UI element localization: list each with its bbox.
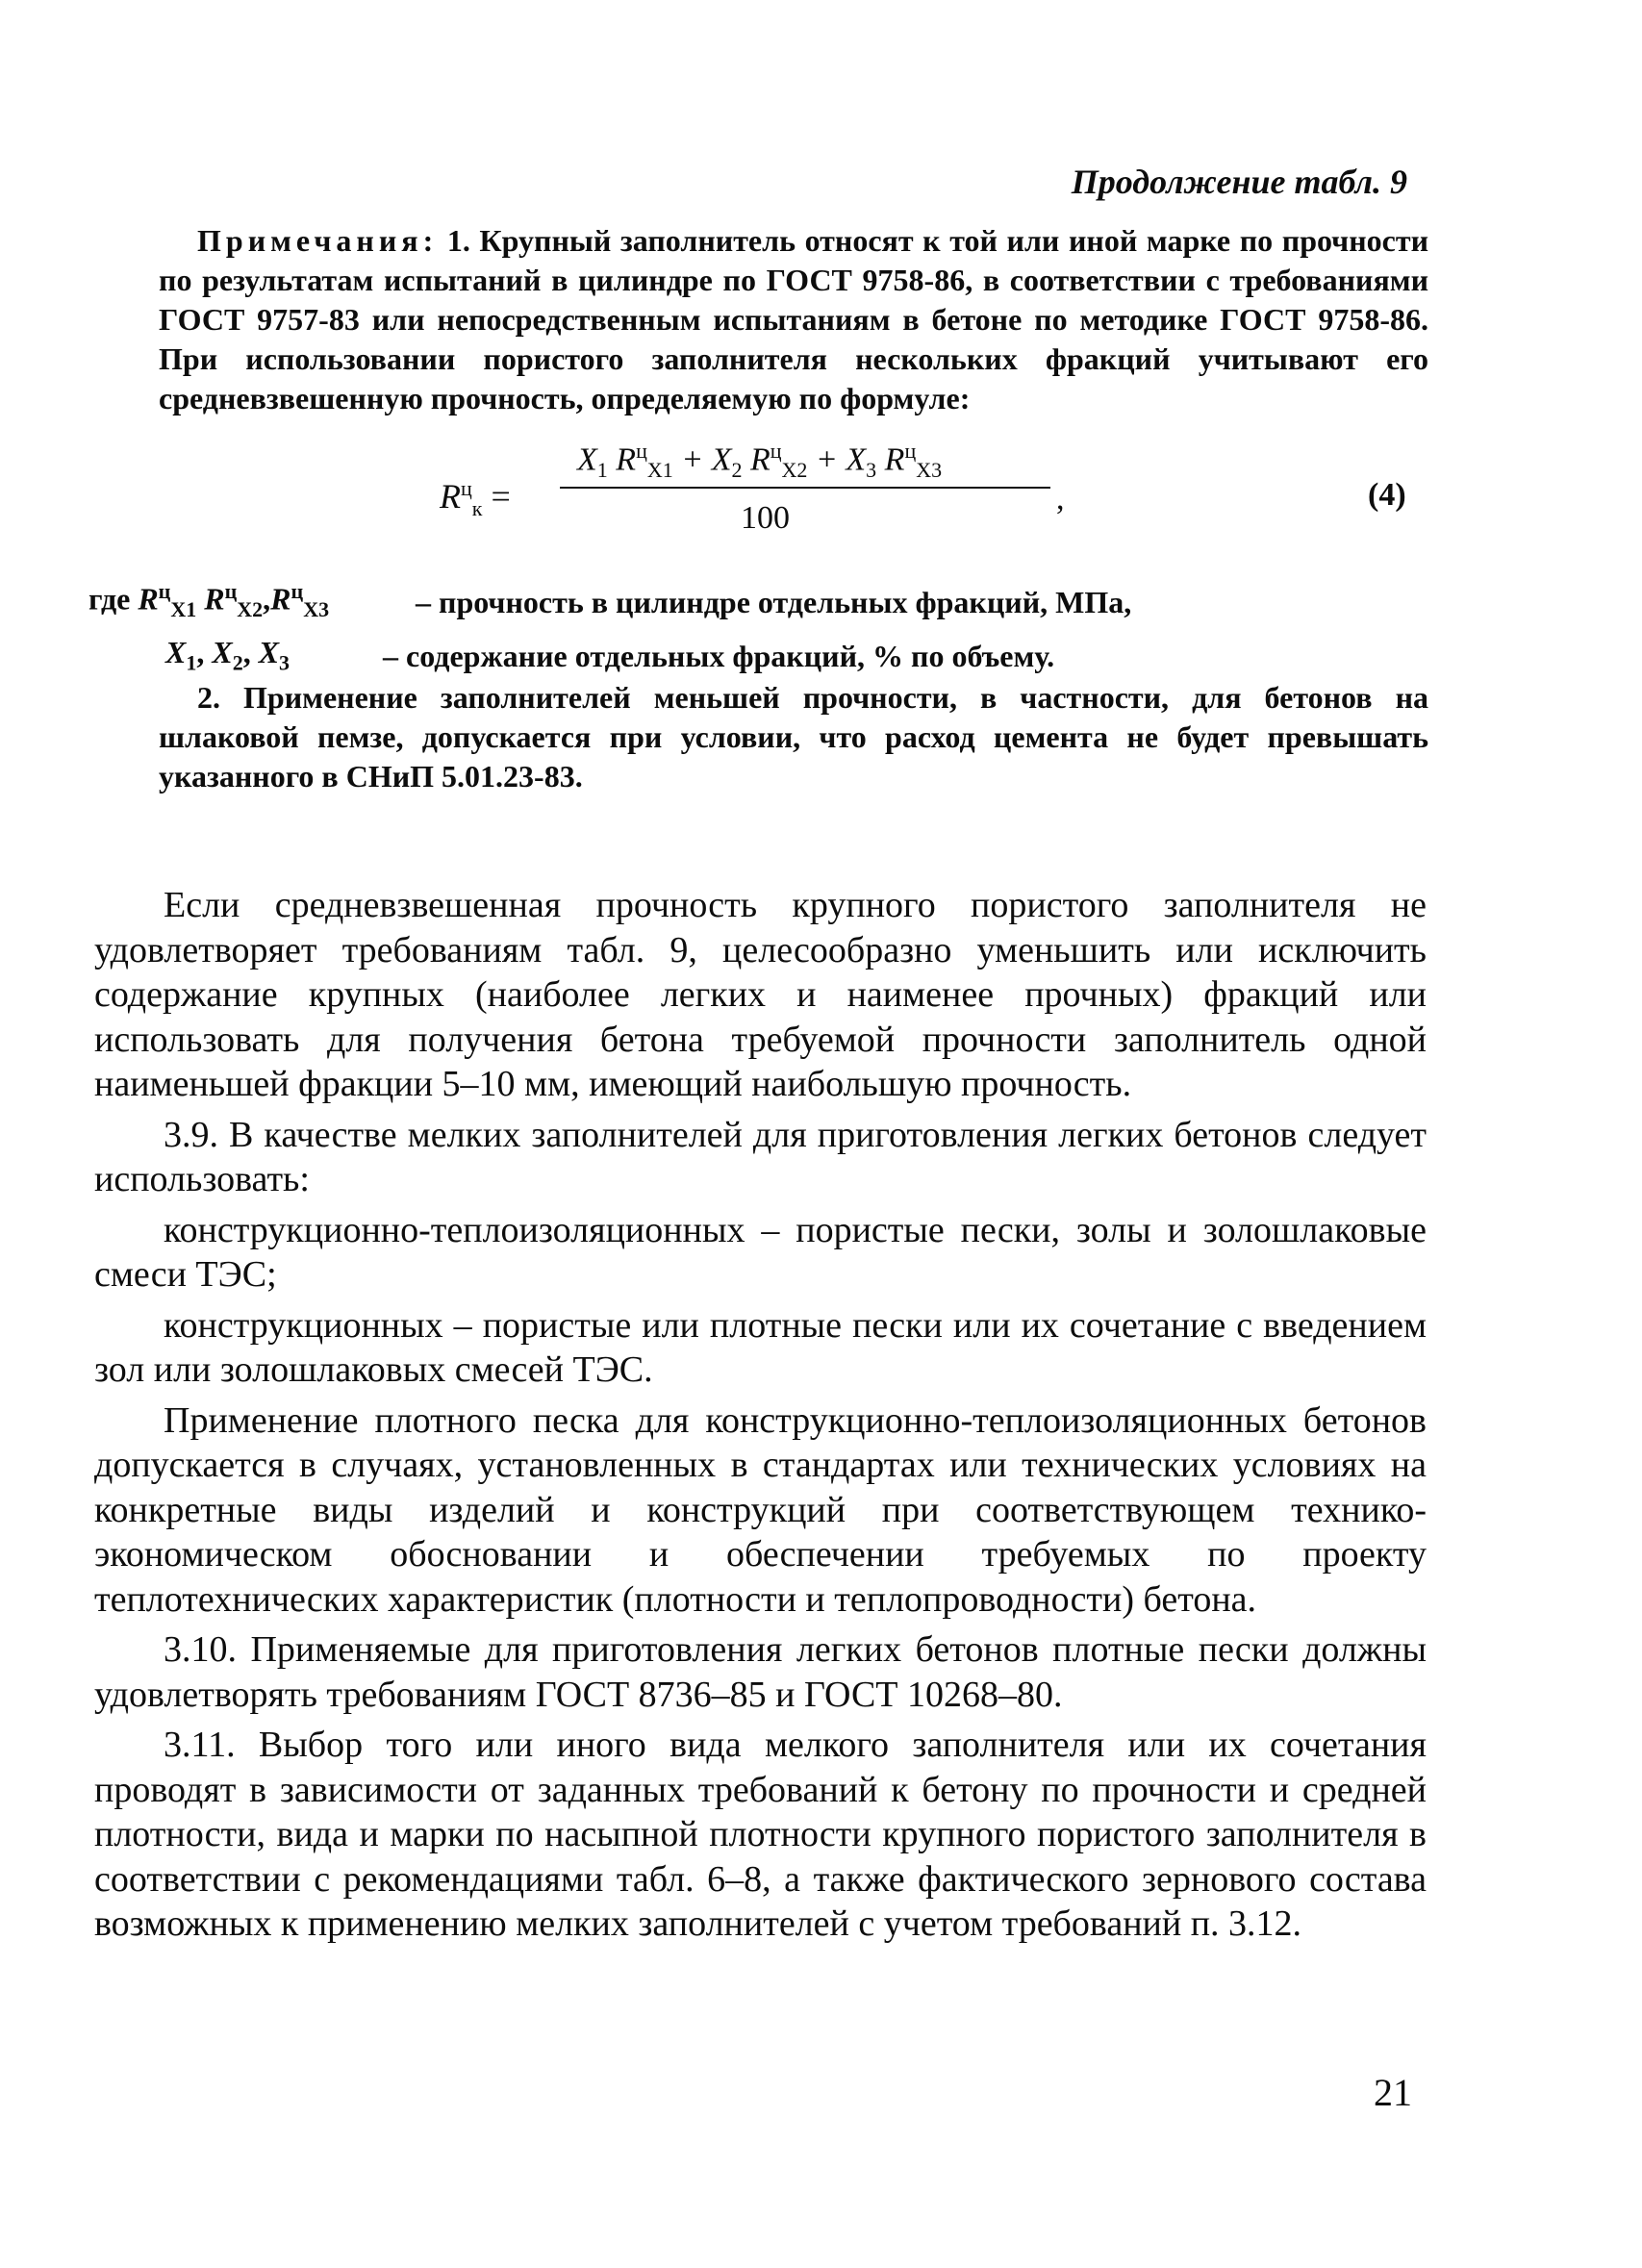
- paragraph: Применение плотного песка для конструкционно-теплоизоляционных бетонов допускается в случаях, установленных в стандартах или технических условиях на конкретные виды изделий и конструкций при соответствующем технико-экономическом обосновании и обеспечении требуемых по проекту теплотехнических характеристик (плотности и теплопроводности) бетона.: [94, 1399, 1427, 1620]
- paragraph: 3.10. Применяемые для приготовления легких бетонов плотные пески должны удовлетворять требованиям ГОСТ 8736–85 и ГОСТ 10268–80.: [94, 1629, 1427, 1715]
- formula-comma: ,: [1056, 481, 1065, 517]
- equation-number: (4): [1368, 477, 1406, 513]
- definition-x: $X_1$, $X_2$, $X_3$: [165, 635, 291, 675]
- note-1: [159, 221, 1428, 418]
- note-2: 2. Применение заполнителей меньшей прочности, в частности, для бетонов на шлаковой пемзе, допускается при условии, что расход цемента не будет превышать указанного в СНиП 5.01.23-83.: [159, 680, 1428, 794]
- paragraph: 3.11. Выбор того или иного вида мелкого заполнителя или их сочетания проводят в зависимости от заданных требований к бетону по прочности и средней плотности, вида и марки по насыпной плотности крупного пористого заполнителя в соответствии с рекомендациями табл. 6–8, а также фактического зернового состава возможных к применению мелких заполнителей с учетом требований п. 3.12.: [94, 1725, 1427, 1944]
- definition-r-desc: – прочность в цилиндре отдельных фракций, МПа,: [416, 585, 1132, 619]
- fraction-bar: [560, 487, 1050, 489]
- notes-heading: Примечания:: [197, 223, 439, 258]
- note-1-text: 1. Крупный заполнитель относят к той или иной марке по прочности по результатам испытаний в цилиндре по ГОСТ 9758-86, в соответствии с требованиями ГОСТ 9757-83 или непосредственным испытаниям в бетоне по методике ГОСТ 9758-86. При использовании пористого заполнителя нескольких фракций учитывают его средневзвешенную прочность, определяемую по формуле:: [159, 223, 1429, 416]
- table-notes: [159, 221, 1428, 418]
- formula-lhs: $R^ц_к$ =: [440, 476, 511, 521]
- body-text: [94, 883, 1427, 1953]
- definition-x-desc: – содержание отдельных фракций, % по объему.: [383, 639, 1055, 673]
- paragraph: 3.9. В качестве мелких заполнителей для приготовления легких бетонов следует использовать:: [94, 1114, 1427, 1199]
- formula-4: [0, 433, 1642, 548]
- definition-r: где $R^ц_{X1}$ $R^ц_{X2},R^ц_{X3}$: [88, 579, 330, 622]
- formula-denominator: 100: [741, 500, 790, 536]
- formula-numerator: $X_1$ $R^ц_{X1} + X_2$ $R^ц_{X2} + X_3$ $R^ц_{X3}$: [577, 439, 943, 483]
- page-number: 21: [1374, 2071, 1412, 2114]
- paragraph: Если средневзвешенная прочность крупного пористого заполнителя не удовлетворяет требованиям табл. 9, целесообразно уменьшить или исключить содержание крупных (наиболее легких и наименее прочных) фракций или использовать для получения бетона требуемой прочности заполнитель одной наименьшей фракции 5–10 мм, имеющий наибольшую прочность.: [94, 885, 1427, 1104]
- table-continuation-label: Продолжение табл. 9: [1071, 163, 1407, 201]
- paragraph: конструкционно-теплоизоляционных – пористые пески, золы и золошлаковые смеси ТЭС;: [94, 1209, 1427, 1295]
- paragraph: конструкционных – пористые или плотные пески или их сочетание с введением зол или золошлаковых смесей ТЭС.: [94, 1304, 1427, 1390]
